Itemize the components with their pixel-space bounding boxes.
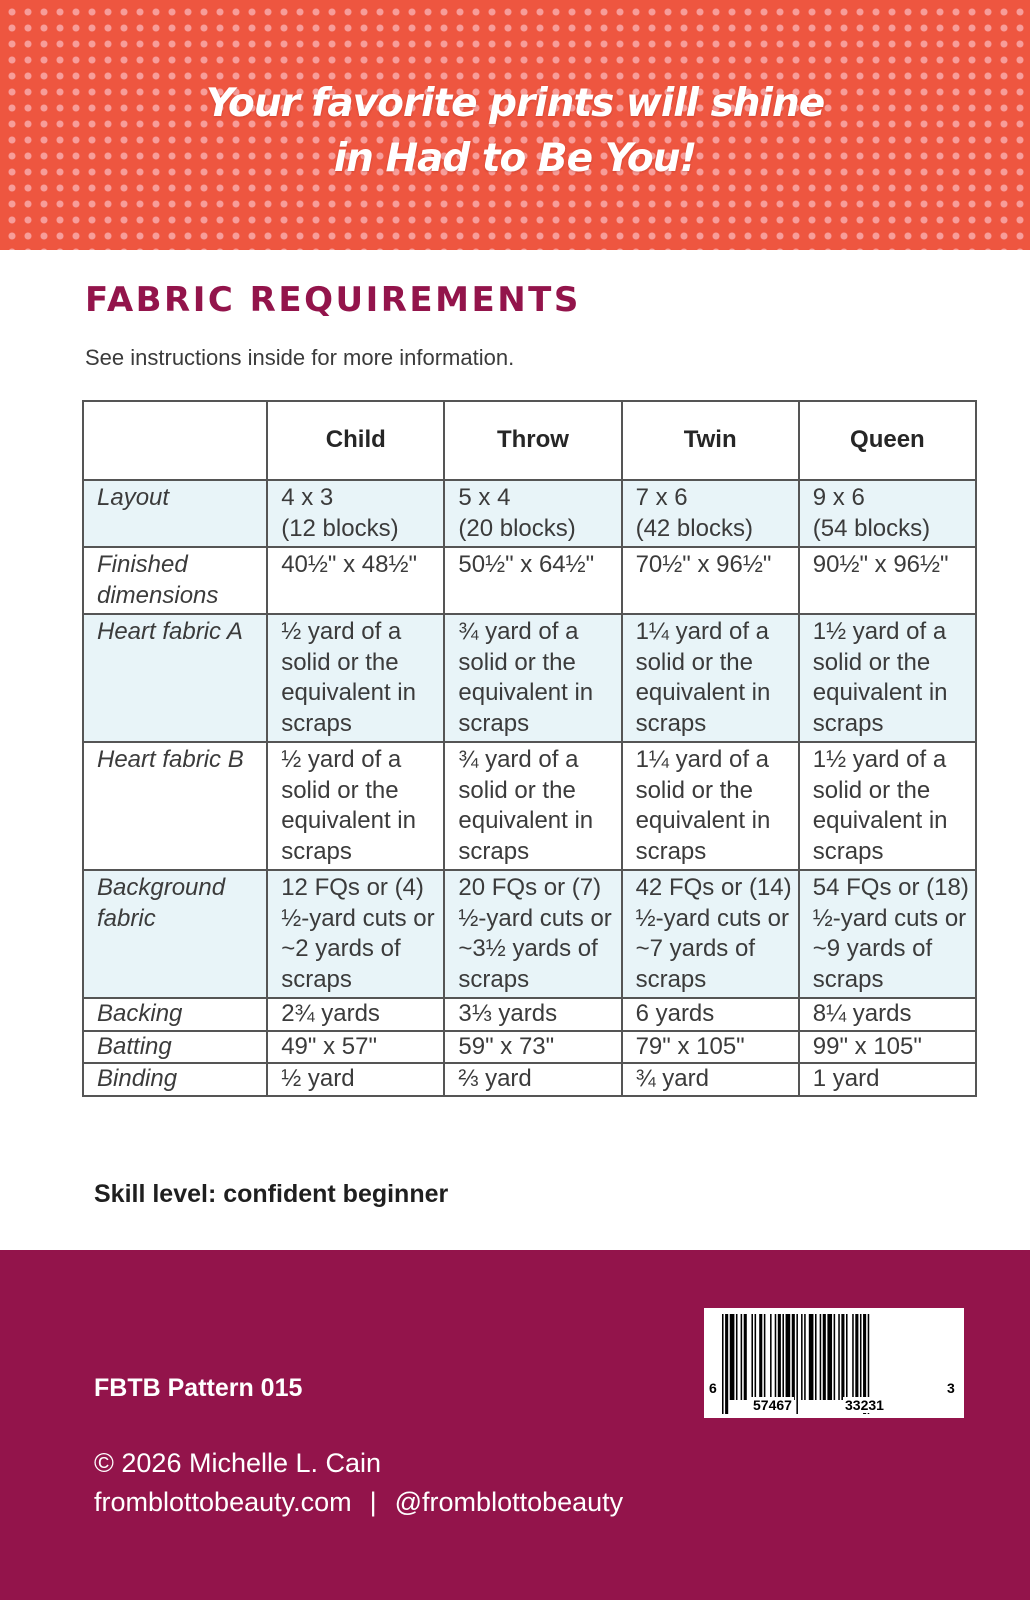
barcode [704,1308,964,1418]
barcode-bar [855,1314,858,1400]
barcode-bar [820,1314,822,1400]
table-cell [444,1063,621,1096]
footer [0,1250,1030,1600]
barcode-bar [838,1314,840,1400]
barcode-bar [744,1314,747,1400]
cell-text: ¾ yard [635,1065,709,1092]
table-cell [622,1063,799,1096]
cell-text: ¾ yard of a solid or the equivalent in scraps [458,746,594,865]
table-cell [799,742,976,870]
table-cell [267,1031,444,1064]
fabric-requirements-table [82,400,977,1097]
cell-text: 2¾ yards [281,1000,380,1027]
table-cell [799,547,976,614]
barcode-bar [827,1314,832,1400]
cell-text: 1½ yard of a solid or the equivalent in scraps [812,746,948,865]
barcode-digit-first: 6 [709,1380,717,1396]
table-cell [444,547,621,614]
row-label: Finished dimensions [83,547,267,614]
website-link[interactable]: fromblottobeauty.com [94,1487,352,1517]
table-cell [444,614,621,742]
row-label: Binding [83,1063,267,1096]
cell-text: 20 FQs or (7) ½-yard cuts or ~3½ yards of scraps [458,874,612,993]
section-subtext: See instructions inside for more information. [85,345,515,370]
cell-text: ½ yard of a solid or the equivalent in scraps [281,746,416,865]
column-header-queen: Queen [799,401,976,480]
barcode-bar [841,1314,844,1400]
barcode-bar [725,1314,728,1414]
header-banner [0,0,1030,250]
barcode-bar [759,1314,762,1400]
barcode-bar [730,1314,735,1400]
column-header-twin: Twin [622,401,799,480]
barcode-bar [852,1314,854,1400]
link-separator: | [369,1487,377,1517]
table-corner-cell [83,401,267,480]
row-label: Heart fabric A [83,614,267,742]
table-cell [799,870,976,998]
table-row-layout [83,480,976,547]
cell-text: 40½" x 48½" [281,551,417,578]
column-header-throw: Throw [444,401,621,480]
cell-text: 8¼ yards [812,1000,912,1027]
table-cell [622,480,799,547]
cell-text: ½ yard [281,1065,355,1092]
table-cell [799,480,976,547]
table-cell [267,870,444,998]
cell-text: 7 x 6 (42 blocks) [635,484,753,542]
row-label: Batting [83,1031,267,1064]
cell-text: 5 x 4 (20 blocks) [458,484,576,542]
table-cell [444,870,621,998]
cell-text: 12 FQs or (4) ½-yard cuts or ~2 yards of scraps [281,874,435,993]
cell-text: 79" x 105" [635,1032,745,1060]
barcode-bar [786,1314,791,1400]
barcode-bar [796,1314,798,1414]
table-cell [622,1031,799,1064]
barcode-bar [846,1314,848,1400]
table-cell [444,1031,621,1064]
cell-text: 49" x 57" [281,1032,377,1060]
table-row-backing [83,998,976,1031]
skill-level: Skill level: confident beginner [94,1180,449,1208]
table-cell [267,742,444,870]
table-row-heart-fabric-a [83,614,976,742]
cell-text: 59" x 73" [458,1032,555,1060]
barcode-bar [782,1314,784,1400]
table-row-binding [83,1063,976,1096]
cell-text: ½ yard of a solid or the equivalent in scraps [281,618,416,737]
cell-text: 42 FQs or (14) ½-yard cuts or ~7 yards of scraps [635,874,792,993]
cell-text: 1 yard [812,1065,880,1092]
barcode-bar [815,1314,817,1400]
table-header-row [83,401,976,480]
cell-text: 99" x 105" [812,1032,922,1060]
barcode-bar [823,1314,826,1400]
cell-text: ⅔ yard [458,1065,532,1092]
table-cell [622,547,799,614]
table-cell [267,614,444,742]
table-cell [267,480,444,547]
barcode-bar [741,1314,743,1400]
table-cell [622,614,799,742]
barcode-bar [775,1314,777,1400]
social-handle-link[interactable]: @fromblottobeauty [394,1487,624,1517]
pattern-number: FBTB Pattern 015 [94,1374,303,1402]
copyright: © 2026 Michelle L. Cain [94,1448,382,1478]
cell-text: ¾ yard of a solid or the equivalent in scraps [458,618,594,737]
cell-text: 9 x 6 (54 blocks) [812,484,931,542]
barcode-bar [764,1314,766,1400]
cell-text: 90½" x 96½" [812,551,949,578]
table-cell [622,870,799,998]
row-label: Heart fabric B [83,742,267,870]
footer-links [94,1487,623,1518]
cell-text: 3⅓ yards [458,1000,558,1027]
cell-text: 6 yards [635,1000,715,1027]
row-label: Background fabric [83,870,267,998]
table-cell [444,480,621,547]
row-label: Layout [83,480,267,547]
cell-text: 70½" x 96½" [635,551,772,578]
barcode-bar [736,1314,738,1400]
cell-text: 54 FQs or (18) ½-yard cuts or ~9 yards of scraps [812,874,969,993]
table-cell [799,1031,976,1064]
barcode-bar [801,1314,803,1400]
barcode-bar [770,1314,772,1400]
barcode-bar [804,1314,806,1400]
table-row-finished-dimensions [83,547,976,614]
barcode-bar [722,1314,724,1414]
banner-tagline-line-1: Your favorite prints will shine [205,81,825,126]
table-cell [267,1063,444,1096]
barcode-bar [792,1314,795,1400]
table-cell [622,742,799,870]
table-row-background-fabric [83,870,976,998]
barcode-digit-last: 3 [947,1380,955,1396]
row-label: Backing [83,998,267,1031]
barcode-bars [704,1308,964,1418]
barcode-bar [809,1314,814,1400]
section-heading: FABRIC REQUIREMENTS [85,280,581,320]
table-cell [799,998,976,1031]
cell-text: 4 x 3 (12 blocks) [281,484,399,542]
cell-text: 50½" x 64½" [458,551,595,578]
barcode-bar [755,1314,757,1400]
cell-text: 1½ yard of a solid or the equivalent in scraps [812,618,948,737]
barcode-digits-left: 57467 [753,1397,792,1413]
table-cell [799,614,976,742]
table-cell [444,998,621,1031]
banner-tagline-line-2: in Had to Be You! [333,136,697,181]
barcode-digits-right: 33231 [845,1397,884,1413]
table-cell [799,1063,976,1096]
table-cell [267,547,444,614]
barcode-bar [751,1314,753,1400]
column-header-child: Child [267,401,444,480]
table-cell [267,998,444,1031]
table-row-heart-fabric-b [83,742,976,870]
cell-text: 1¼ yard of a solid or the equivalent in scraps [635,746,771,865]
table-row-batting [83,1031,976,1064]
table-cell [622,998,799,1031]
table-cell [444,742,621,870]
barcode-bar [834,1314,836,1400]
cell-text: 1¼ yard of a solid or the equivalent in scraps [635,618,771,737]
barcode-bar [778,1314,781,1400]
barcode-bar [860,1314,862,1400]
